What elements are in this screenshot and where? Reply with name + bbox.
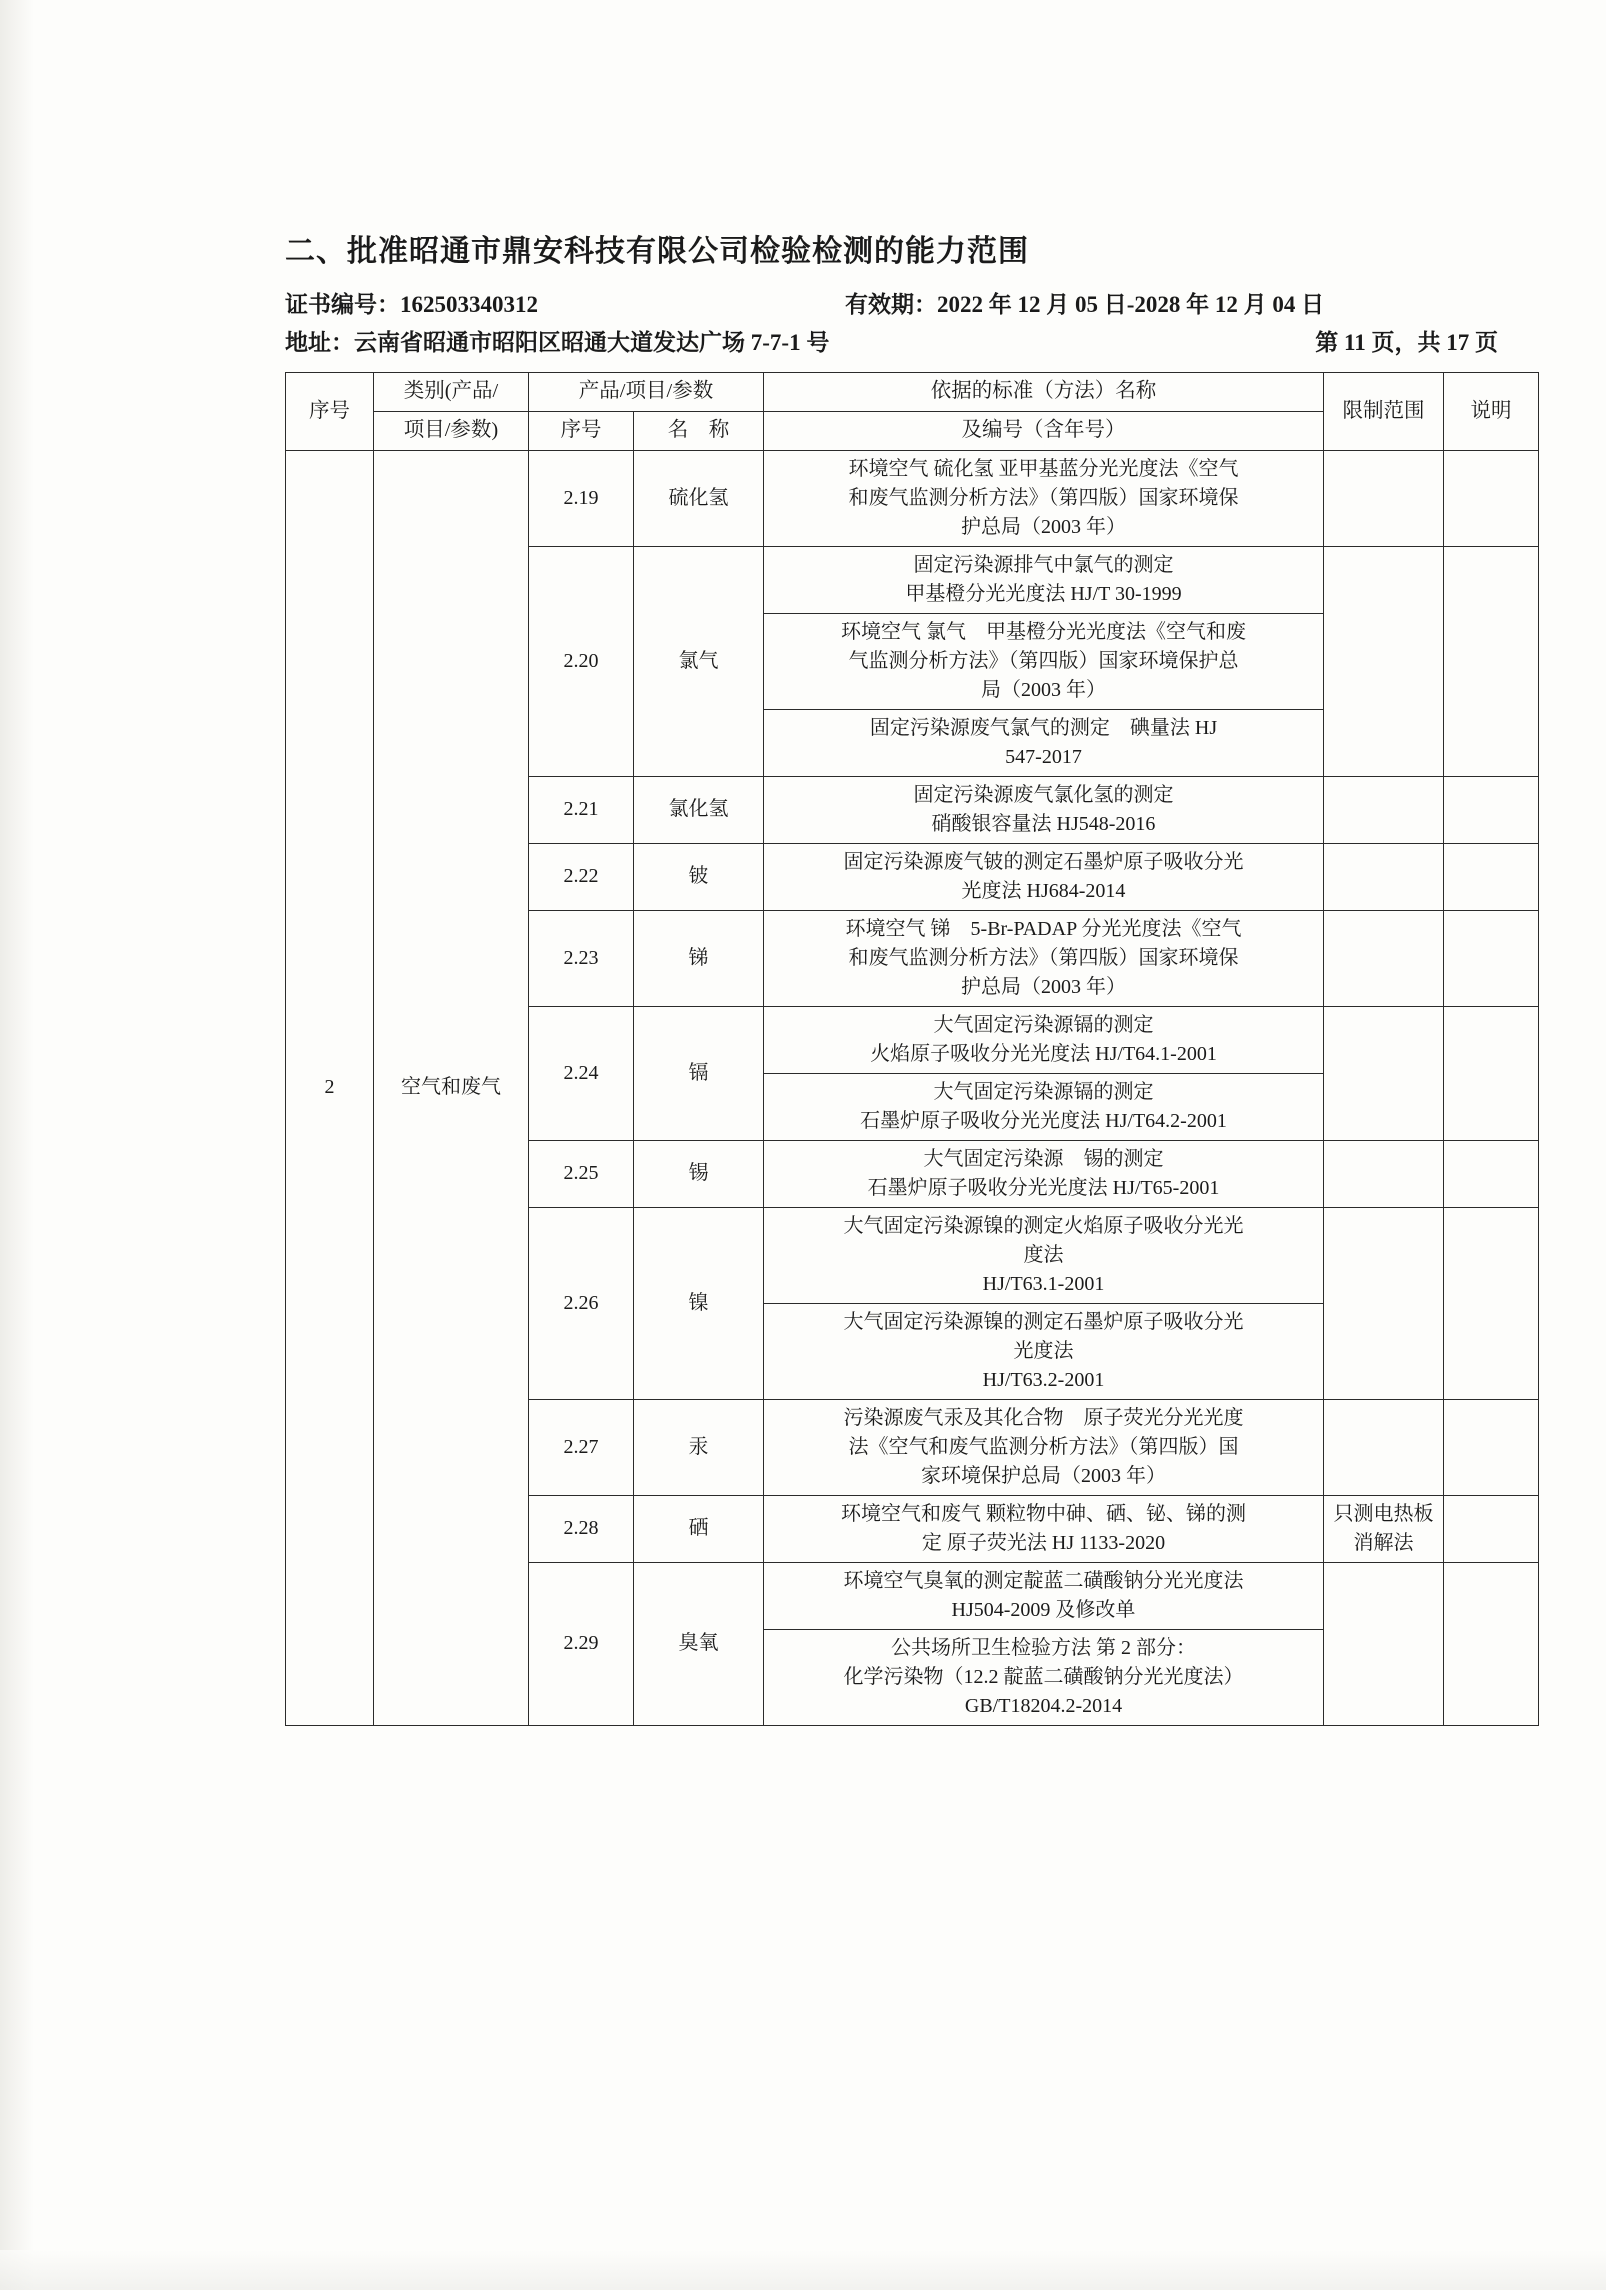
col-header-note: 说明 xyxy=(1444,373,1539,450)
item-number-cell: 2.23 xyxy=(529,910,634,1006)
validity-label: 有效期： xyxy=(845,292,937,317)
item-number-cell: 2.19 xyxy=(529,450,634,546)
standard-line: 大气固定污染源镉的测定 xyxy=(933,1080,1154,1103)
standard-line: 大气固定污染源镍的测定石墨炉原子吸收分光 xyxy=(843,1310,1244,1333)
col-header-limit: 限制范围 xyxy=(1324,373,1444,450)
standard-line: 局（2003 年） xyxy=(981,678,1106,701)
limit-cell xyxy=(1324,1562,1444,1725)
address-meta-row xyxy=(285,325,1510,361)
item-number-cell: 2.25 xyxy=(529,1140,634,1207)
item-name-cell: 硒 xyxy=(634,1495,764,1562)
standard-cell xyxy=(764,910,1324,1006)
row-seq-cell: 2 xyxy=(286,450,374,1725)
standard-line: 甲基橙分光光度法 HJ/T 30-1999 xyxy=(905,582,1182,605)
note-cell xyxy=(1444,1399,1539,1495)
limit-cell xyxy=(1324,1006,1444,1140)
limit-cell xyxy=(1324,546,1444,776)
limit-cell xyxy=(1324,1207,1444,1399)
note-cell xyxy=(1444,1495,1539,1562)
standard-line: 污染源废气汞及其化合物 原子荧光分光光度 xyxy=(843,1406,1244,1429)
standard-line: 固定污染源废气氯化氢的测定 xyxy=(913,783,1174,806)
standard-cell xyxy=(764,1006,1324,1073)
address-block xyxy=(285,325,1045,361)
item-number-cell: 2.20 xyxy=(529,546,634,776)
col-header-standard-line2: 及编号（含年号） xyxy=(764,412,1324,451)
standard-line: 固定污染源废气铍的测定石墨炉原子吸收分光 xyxy=(843,850,1244,873)
col-header-product-group: 产品/项目/参数 xyxy=(529,373,764,412)
standard-line: 火焰原子吸收分光光度法 HJ/T64.1-2001 xyxy=(870,1042,1217,1065)
standard-cell xyxy=(764,450,1324,546)
limit-cell xyxy=(1324,1399,1444,1495)
item-name-cell: 镍 xyxy=(634,1207,764,1399)
col-header-product-name: 名 称 xyxy=(634,412,764,451)
standard-line: HJ504-2009 及修改单 xyxy=(951,1598,1136,1621)
standard-line: 化学污染物（12.2 靛蓝二磺酸钠分光光度法） xyxy=(843,1665,1244,1688)
limit-cell: 只测电热板消解法 xyxy=(1324,1495,1444,1562)
address-label: 地址： xyxy=(285,329,354,355)
table-header xyxy=(286,373,1539,450)
standard-line: 大气固定污染源镍的测定火焰原子吸收分光光 xyxy=(843,1214,1244,1237)
note-cell xyxy=(1444,1006,1539,1140)
standard-cell xyxy=(764,546,1324,613)
limit-cell xyxy=(1324,843,1444,910)
page-title: 二、批准昭通市鼎安科技有限公司检验检测的能力范围 xyxy=(285,235,1029,268)
note-cell xyxy=(1444,776,1539,843)
limit-cell xyxy=(1324,1140,1444,1207)
standard-cell xyxy=(764,1140,1324,1207)
standard-line: 大气固定污染源 锡的测定 xyxy=(923,1147,1164,1170)
standard-line: 家环境保护总局（2003 年） xyxy=(921,1464,1166,1487)
table-body xyxy=(286,450,1539,1725)
col-header-product-seq: 序号 xyxy=(529,412,634,451)
standard-line: 护总局（2003 年） xyxy=(961,515,1126,538)
standard-line: 环境空气臭氧的测定靛蓝二磺酸钠分光光度法 xyxy=(843,1569,1244,1592)
validity-block xyxy=(845,287,1510,323)
item-number-cell: 2.21 xyxy=(529,776,634,843)
note-cell xyxy=(1444,1562,1539,1725)
standard-line: 度法 xyxy=(1023,1243,1064,1266)
standard-line: 和废气监测分析方法》（第四版）国家环境保 xyxy=(848,946,1239,969)
standard-line: 大气固定污染源镉的测定 xyxy=(933,1013,1154,1036)
page-number: 第 11 页，共 17 页 xyxy=(1315,329,1498,355)
note-cell xyxy=(1444,910,1539,1006)
standard-line: GB/T18204.2-2014 xyxy=(964,1694,1123,1717)
standard-line: 硝酸银容量法 HJ548-2016 xyxy=(931,812,1156,835)
standard-cell xyxy=(764,776,1324,843)
standard-cell xyxy=(764,709,1324,776)
item-number-cell: 2.29 xyxy=(529,1562,634,1725)
item-name-cell: 锡 xyxy=(634,1140,764,1207)
limit-cell xyxy=(1324,450,1444,546)
standard-line: 固定污染源排气中氯气的测定 xyxy=(913,553,1174,576)
note-cell xyxy=(1444,546,1539,776)
standard-line: 石墨炉原子吸收分光光度法 HJ/T65-2001 xyxy=(867,1176,1220,1199)
note-cell xyxy=(1444,450,1539,546)
certificate-meta-row xyxy=(285,287,1510,323)
capability-table xyxy=(285,372,1539,1725)
table-row xyxy=(286,450,1539,546)
standard-line: 固定污染源废气氯气的测定 碘量法 HJ xyxy=(869,716,1218,739)
note-cell xyxy=(1444,1207,1539,1399)
standard-line: 光度法 HJ684-2014 xyxy=(961,879,1126,902)
note-cell xyxy=(1444,843,1539,910)
col-header-category-line2: 项目/参数) xyxy=(374,412,529,451)
standard-line: 定 原子荧光法 HJ 1133-2020 xyxy=(921,1531,1166,1554)
certificate-number-value: 162503340312 xyxy=(400,292,538,317)
col-header-standard-line1: 依据的标准（方法）名称 xyxy=(764,373,1324,412)
standard-line: 公共场所卫生检验方法 第 2 部分： xyxy=(891,1636,1196,1659)
standard-cell xyxy=(764,1399,1324,1495)
standard-cell xyxy=(764,1073,1324,1140)
item-name-cell: 硫化氢 xyxy=(634,450,764,546)
standard-line: 环境空气 硫化氢 亚甲基蓝分光光度法《空气 xyxy=(848,457,1239,480)
limit-cell xyxy=(1324,776,1444,843)
standard-cell xyxy=(764,1207,1324,1303)
item-number-cell: 2.27 xyxy=(529,1399,634,1495)
item-number-cell: 2.26 xyxy=(529,1207,634,1399)
item-name-cell: 锑 xyxy=(634,910,764,1006)
standard-cell xyxy=(764,1562,1324,1629)
table-header-row-1 xyxy=(286,373,1539,412)
certificate-number-block xyxy=(285,287,845,323)
col-header-category-line1: 类别(产品/ xyxy=(374,373,529,412)
note-cell xyxy=(1444,1140,1539,1207)
standard-line: 气监测分析方法》（第四版）国家环境保护总 xyxy=(848,649,1239,672)
scan-edge-bottom xyxy=(0,2250,1606,2290)
standard-cell xyxy=(764,1303,1324,1399)
document-content xyxy=(285,232,1510,1726)
standard-line: 石墨炉原子吸收分光光度法 HJ/T64.2-2001 xyxy=(860,1109,1227,1132)
item-name-cell: 汞 xyxy=(634,1399,764,1495)
standard-line: 护总局（2003 年） xyxy=(961,975,1126,998)
limit-cell xyxy=(1324,910,1444,1006)
standard-line: 光度法 xyxy=(1013,1339,1074,1362)
standard-line: 环境空气和废气 颗粒物中砷、硒、铋、锑的测 xyxy=(841,1502,1246,1525)
item-number-cell: 2.22 xyxy=(529,843,634,910)
item-name-cell: 臭氧 xyxy=(634,1562,764,1725)
standard-line: 环境空气 氯气 甲基橙分光光度法《空气和废 xyxy=(841,620,1246,643)
row-category-cell: 空气和废气 xyxy=(374,450,529,1725)
validity-value: 2022 年 12 月 05 日-2028 年 12 月 04 日 xyxy=(937,292,1325,317)
standard-line: HJ/T63.2-2001 xyxy=(982,1368,1105,1391)
item-name-cell: 氯气 xyxy=(634,546,764,776)
item-number-cell: 2.24 xyxy=(529,1006,634,1140)
standard-cell xyxy=(764,843,1324,910)
standard-line: 环境空气 锑 5-Br-PADAP 分光光度法《空气 xyxy=(845,917,1242,940)
standard-line: HJ/T63.1-2001 xyxy=(982,1272,1105,1295)
standard-cell xyxy=(764,1495,1324,1562)
item-name-cell: 镉 xyxy=(634,1006,764,1140)
item-number-cell: 2.28 xyxy=(529,1495,634,1562)
certificate-number-label: 证书编号： xyxy=(285,292,400,317)
standard-cell xyxy=(764,1629,1324,1725)
standard-line: 547-2017 xyxy=(1005,745,1082,768)
standard-line: 法《空气和废气监测分析方法》（第四版）国 xyxy=(848,1435,1239,1458)
item-name-cell: 氯化氢 xyxy=(634,776,764,843)
col-header-seq: 序号 xyxy=(286,373,374,450)
standard-cell xyxy=(764,613,1324,709)
item-name-cell: 铍 xyxy=(634,843,764,910)
address-value: 云南省昭通市昭阳区昭通大道发达广场 7-7-1 号 xyxy=(354,329,830,355)
standard-line: 和废气监测分析方法》（第四版）国家环境保 xyxy=(848,486,1239,509)
scan-edge-left xyxy=(0,0,34,2290)
